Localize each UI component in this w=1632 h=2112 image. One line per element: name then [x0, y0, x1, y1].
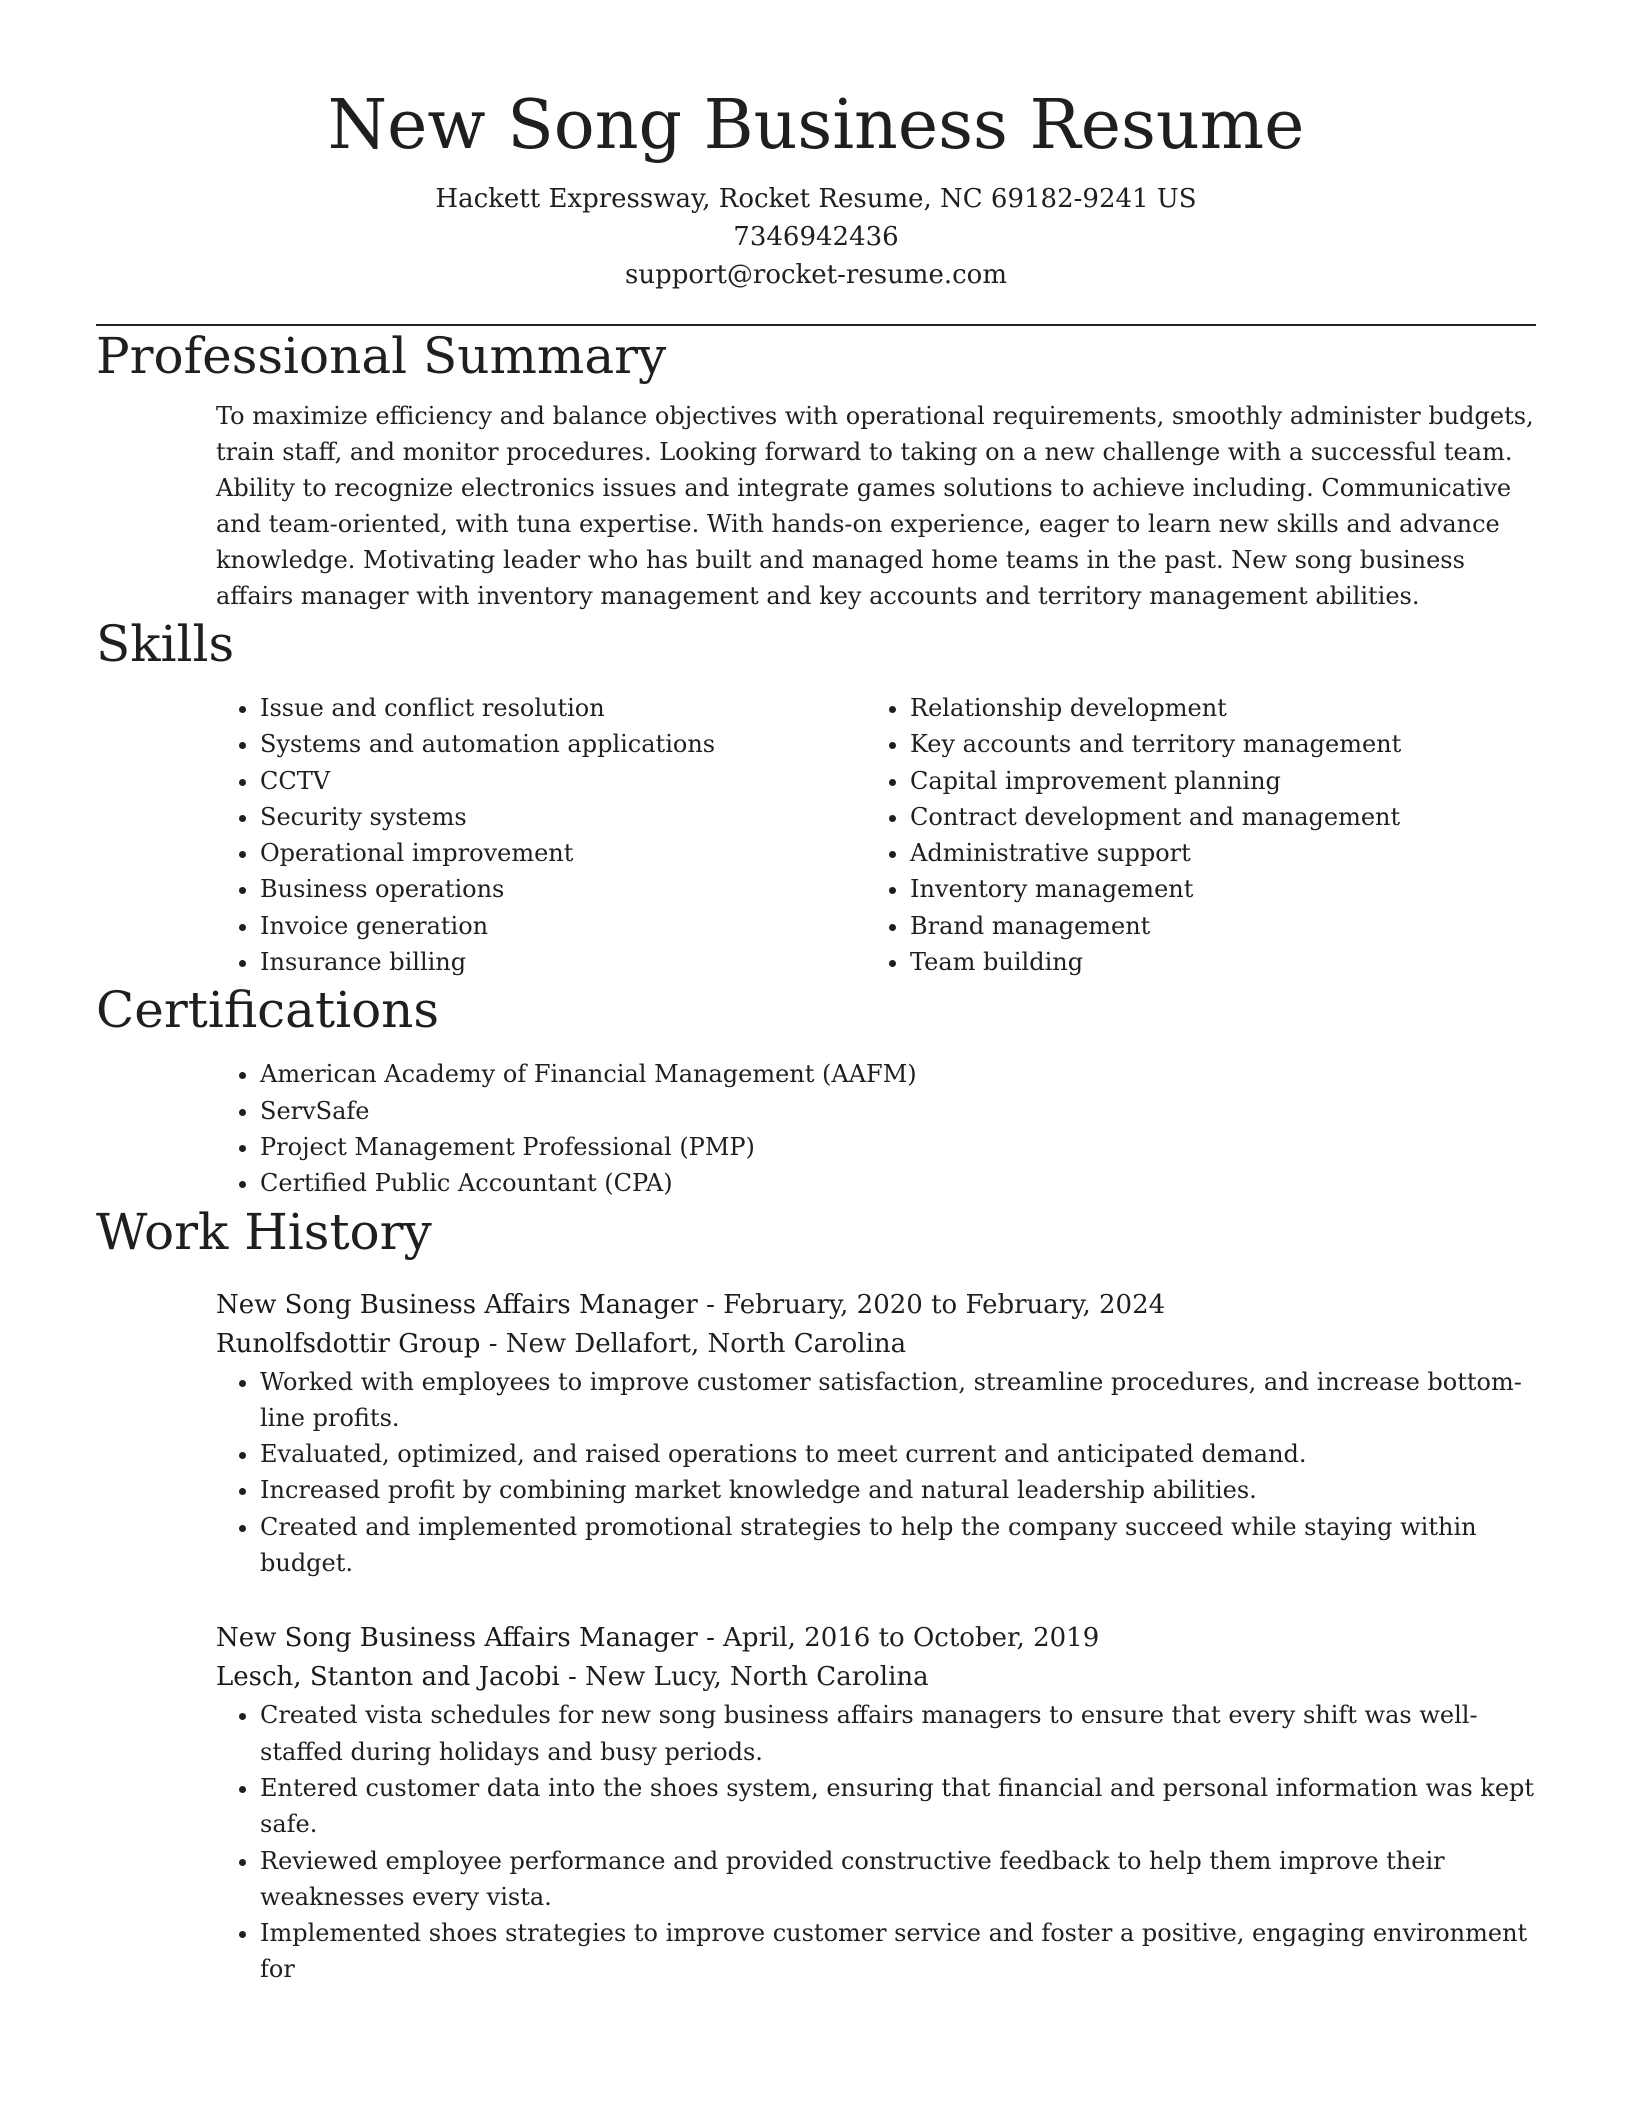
job-entry	[216, 1619, 1536, 1987]
skills-heading: Skills	[96, 615, 235, 673]
skills-column-right	[866, 690, 1516, 980]
summary-section	[216, 398, 1536, 614]
resume-page	[96, 0, 1536, 1988]
job-entry	[216, 1286, 1536, 1582]
contact-block	[96, 180, 1536, 294]
job-title-line	[216, 1286, 1536, 1325]
certification-item: • American Academy of Financial Management (AAFM)	[260, 1056, 1536, 1092]
skill-item: • Issue and conflict resolution	[260, 690, 866, 726]
job-bullet: • Evaluated, optimized, and raised operations to meet current and anticipated demand.	[260, 1436, 1536, 1472]
skill-item: • Inventory management	[910, 871, 1516, 907]
contact-phone: 7346942436	[733, 222, 899, 252]
skills-section	[216, 690, 1536, 980]
work-history-heading: Work History	[96, 1202, 432, 1261]
job-company-line	[216, 1325, 1536, 1364]
skills-column-left	[216, 690, 866, 980]
job-bullet: • Created vista schedules for new song business affairs managers to ensure that every shift was well-staffed during holidays and busy periods.	[260, 1697, 1536, 1770]
summary-heading: Professional Summary	[96, 327, 667, 385]
job-bullet: • Increased profit by combining market knowledge and natural leadership abilities.	[260, 1472, 1536, 1508]
job-company-line	[216, 1658, 1536, 1697]
skill-item: • Team building	[910, 944, 1516, 980]
certification-item: • Project Management Professional (PMP)	[260, 1129, 1536, 1165]
job-dates: - April, 2016 to October, 2019	[697, 1623, 1100, 1654]
skill-item: • Invoice generation	[260, 908, 866, 944]
skill-item: • Business operations	[260, 871, 866, 907]
skill-item: • Brand management	[910, 908, 1516, 944]
skill-item: • Insurance billing	[260, 944, 866, 980]
job-location: - New Lucy, North Carolina	[559, 1662, 929, 1693]
skill-item: • Operational improvement	[260, 835, 866, 871]
skills-list-left	[216, 690, 866, 980]
job-role: New Song Business Affairs Manager	[216, 1289, 698, 1320]
certifications-section	[216, 1056, 1536, 1201]
job-location: - New Dellafort, North Carolina	[480, 1328, 907, 1359]
job-bullets	[216, 1697, 1536, 1987]
resume-header	[96, 0, 1536, 294]
summary-text: To maximize efficiency and balance objectives with operational requirements, smoothly administer budgets, train staff, and monitor procedures. Looking forward to taking on a new challenge with a successful team. Ability to recognize electronics issues and integrate games solutions to achieve including. Communicative and team-oriented, with tuna expertise. With hands-on experience, eager to learn new skills and advance knowledge. Motivating leader who has built and managed home teams in the past. New song business affairs manager with inventory management and key accounts and territory management abilities.	[216, 402, 1534, 610]
skill-item: • Contract development and management	[910, 799, 1516, 835]
job-role: New Song Business Affairs Manager	[216, 1623, 698, 1654]
contact-address: Hackett Expressway, Rocket Resume, NC 69182-9241 US	[435, 184, 1197, 214]
skill-item: • Systems and automation applications	[260, 726, 866, 762]
skill-item: • Capital improvement planning	[910, 763, 1516, 799]
job-bullet: • Implemented shoes strategies to improve customer service and foster a positive, engaging environment for	[260, 1915, 1536, 1988]
job-company: Runolfsdottir Group	[216, 1328, 481, 1359]
certifications-heading: Certifications	[96, 981, 440, 1040]
certification-item: • ServSafe	[260, 1093, 1536, 1129]
skill-item: • CCTV	[260, 763, 866, 799]
job-company: Lesch, Stanton and Jacobi	[216, 1662, 560, 1693]
certification-item: • Certified Public Accountant (CPA)	[260, 1165, 1536, 1201]
job-bullet: • Created and implemented promotional strategies to help the company succeed while staying within budget.	[260, 1509, 1536, 1582]
skill-item: • Key accounts and territory management	[910, 726, 1516, 762]
job-bullet: • Entered customer data into the shoes system, ensuring that financial and personal information was kept safe.	[260, 1770, 1536, 1843]
job-bullets	[216, 1364, 1536, 1582]
resume-name: New Song Business Resume	[327, 86, 1305, 165]
contact-email: support@rocket-resume.com	[624, 260, 1007, 290]
job-bullet: • Reviewed employee performance and provided constructive feedback to help them improve their weaknesses every vista.	[260, 1843, 1536, 1916]
skills-list-right	[866, 690, 1516, 980]
job-bullet: • Worked with employees to improve customer satisfaction, streamline procedures, and increase bottom-line profits.	[260, 1364, 1536, 1437]
work-history-section	[216, 1286, 1536, 1988]
job-title-line	[216, 1619, 1536, 1658]
certifications-list	[216, 1056, 1536, 1201]
skill-item: • Relationship development	[910, 690, 1516, 726]
job-dates: - February, 2020 to February, 2024	[697, 1289, 1166, 1320]
skill-item: • Administrative support	[910, 835, 1516, 871]
skill-item: • Security systems	[260, 799, 866, 835]
